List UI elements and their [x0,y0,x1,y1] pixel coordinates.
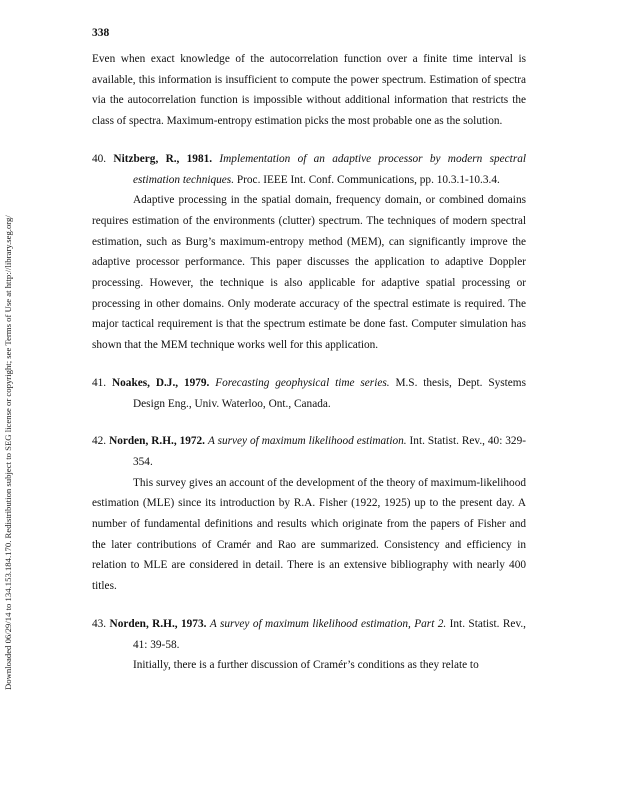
reference-source: M.S. thesis, Dept. Systems Design Eng., Univ. Waterloo, Ont., Canada. [133,376,526,410]
intro-paragraph: Even when exact knowledge of the autocorrelation function over a finite time interval is available, this information is insufficient to compute the power spectrum. Estimation of spectra via the autocorrelation function is impossible without additional information that restricts the class of spectra. Maximum-entropy estimation picks the most probable one as the solution. [92,53,526,128]
reference-author-year: Norden, R.H., 1972. [109,435,205,448]
reference-source: Int. Statist. Rev., 41: 39-58. [133,617,527,651]
reference-title: Implementation of an adaptive processor by modern spectral estimation techniques. [133,152,527,186]
reference-number: 40. [92,152,107,165]
reference-citation [92,149,526,190]
reference-citation [92,373,526,414]
reference-title: A survey of maximum likelihood estimation, Part 2. [209,617,447,630]
reference-number: 43. [92,617,107,630]
reference-abstract: Adaptive processing in the spatial domain, frequency domain, or combined domains requires estimation of the environments (clutter) spectrum. The techniques of modern spectral estimation, such as Burg’s maximum-entropy method (MEM), can significantly improve the adaptive processor performance. This paper discusses the application to adaptive Doppler processing. However, the technique is also applicable for adaptive spatial processing or processing in other domains. Only moderate accuracy of the spectral estimate is required. The major tactical requirement is that the spectrum estimate be done fast. Computer simulation has shown that the MEM technique works well for this application. [92,194,526,352]
page-body [92,49,526,676]
reference-author-year: Norden, R.H., 1973. [109,617,207,630]
reference-source: Proc. IEEE Int. Conf. Communications, pp. 10.3.1-10.3.4. [236,173,500,186]
reference-citation [92,614,526,655]
reference-number: 41. [92,376,107,389]
reference-entry-40 [92,149,526,356]
reference-entry-42 [92,431,526,597]
reference-abstract: This survey gives an account of the development of the theory of maximum-likelihood estimation (MLE) since its introduction by R.A. Fisher (1922, 1925) up to the present day. A number of fundamental definitions and results which originate from the papers of Fisher and the later contributions of Cramér and Rao are summarized. Consistency and efficiency in relation to MLE are considered in detail. There is an extensive bibliography with nearly 400 titles. [92,476,526,593]
reference-number: 42. [92,435,107,448]
reference-entry-41 [92,373,526,414]
download-notice: Downloaded 06/29/14 to 134.153.184.170. Redistribution subject to SEG license or copyright; see Terms of Use at http://library.seg.org/ [3,215,13,690]
reference-citation [92,431,526,472]
reference-entry-43 [92,614,526,676]
reference-author-year: Noakes, D.J., 1979. [111,376,210,389]
reference-source: Int. Statist. Rev., 40: 329-354. [133,435,526,468]
reference-title: Forecasting geophysical time series. [215,376,390,389]
reference-abstract: Initially, there is a further discussion of Cramér’s conditions as they relate to [133,659,479,672]
reference-title: A survey of maximum likelihood estimation. [207,435,407,448]
reference-author-year: Nitzberg, R., 1981. [113,152,213,165]
page-number: 338 [92,27,110,39]
